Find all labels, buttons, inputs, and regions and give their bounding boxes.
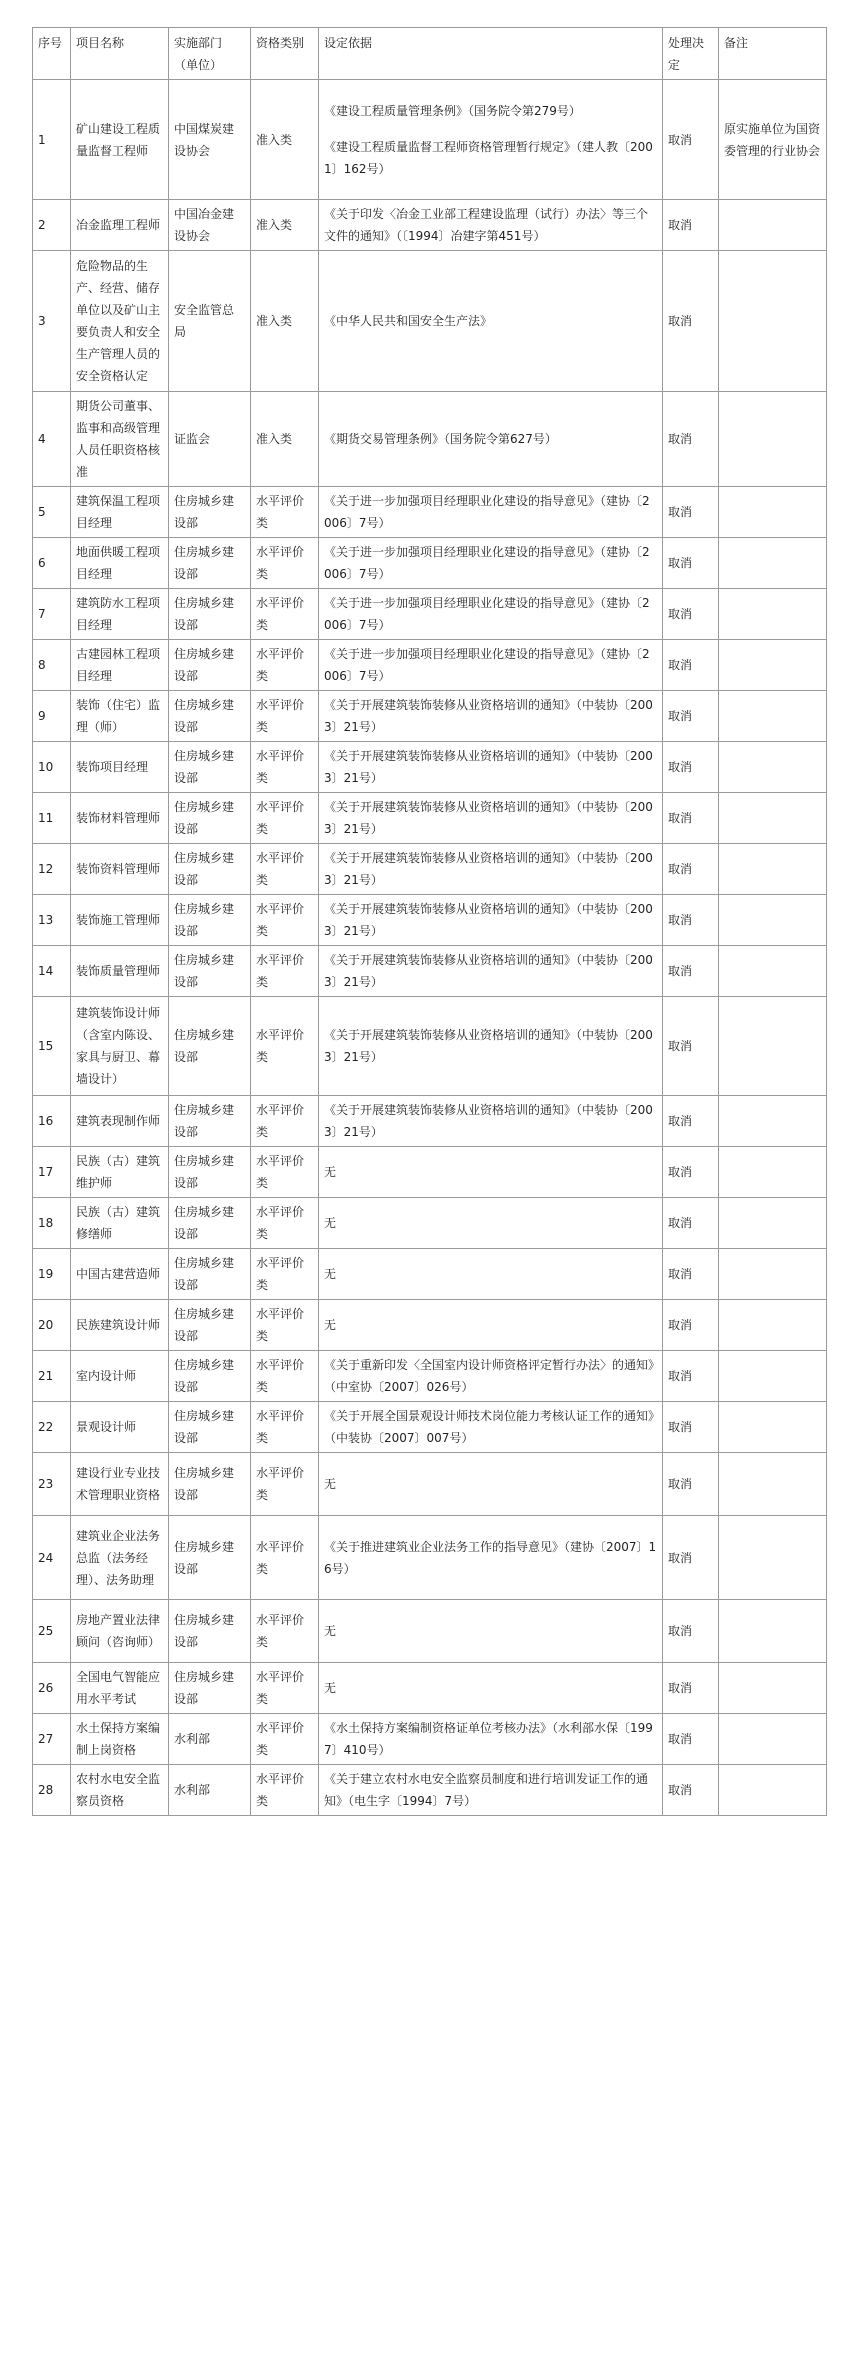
- cell-name: 装饰项目经理: [71, 742, 169, 793]
- cell-basis: 《关于进一步加强项目经理职业化建设的指导意见》（建协〔2006〕7号）: [319, 538, 663, 589]
- cell-dept: 住房城乡建设部: [169, 640, 251, 691]
- cell-note: [719, 1300, 827, 1351]
- cell-basis: 《关于建立农村水电安全监察员制度和进行培训发证工作的通知》（电生字〔1994〕7号）: [319, 1765, 663, 1816]
- cell-category: 水平评价类: [251, 1516, 319, 1600]
- cell-basis: 《关于开展全国景观设计师技术岗位能力考核认证工作的通知》（中装协〔2007〕007号）: [319, 1402, 663, 1453]
- header-name: 项目名称: [71, 28, 169, 80]
- cell-basis: 无: [319, 1600, 663, 1663]
- table-row: [33, 640, 827, 691]
- cell-decision: 取消: [663, 251, 719, 392]
- cell-dept: 住房城乡建设部: [169, 1147, 251, 1198]
- cell-name: 房地产置业法律顾问（咨询师）: [71, 1600, 169, 1663]
- table-row: [33, 487, 827, 538]
- cell-note: [719, 392, 827, 487]
- table-row: [33, 1516, 827, 1600]
- cell-seq: 20: [33, 1300, 71, 1351]
- cell-name: 民族（古）建筑维护师: [71, 1147, 169, 1198]
- cell-seq: 21: [33, 1351, 71, 1402]
- header-category: 资格类别: [251, 28, 319, 80]
- cell-seq: 7: [33, 589, 71, 640]
- cell-note: [719, 1453, 827, 1516]
- cell-note: [719, 251, 827, 392]
- cell-category: 水平评价类: [251, 589, 319, 640]
- cell-seq: 19: [33, 1249, 71, 1300]
- cell-seq: 14: [33, 946, 71, 997]
- cell-name: 建筑业企业法务总监（法务经理）、法务助理: [71, 1516, 169, 1600]
- cell-decision: 取消: [663, 1249, 719, 1300]
- cell-note: [719, 640, 827, 691]
- cell-name: 期货公司董事、监事和高级管理人员任职资格核准: [71, 392, 169, 487]
- cell-category: 水平评价类: [251, 1147, 319, 1198]
- cell-decision: 取消: [663, 392, 719, 487]
- cell-basis: 《关于开展建筑装饰装修从业资格培训的通知》（中装协〔2003〕21号）: [319, 997, 663, 1096]
- cell-basis: 《关于重新印发〈全国室内设计师资格评定暂行办法〉的通知》（中室协〔2007〕026号）: [319, 1351, 663, 1402]
- cell-category: 水平评价类: [251, 1249, 319, 1300]
- cell-decision: 取消: [663, 487, 719, 538]
- cell-note: [719, 1147, 827, 1198]
- table-row: [33, 1453, 827, 1516]
- cell-note: [719, 793, 827, 844]
- cell-name: 装饰材料管理师: [71, 793, 169, 844]
- qualification-table: [32, 27, 827, 1816]
- table-row: [33, 1249, 827, 1300]
- cell-basis: 《关于印发〈冶金工业部工程建设监理（试行）办法〉等三个文件的通知》（〔1994〕冶建字第451号）: [319, 200, 663, 251]
- header-row: [33, 28, 827, 80]
- cell-note: [719, 589, 827, 640]
- cell-decision: 取消: [663, 1600, 719, 1663]
- table-row: [33, 793, 827, 844]
- cell-name: 装饰质量管理师: [71, 946, 169, 997]
- cell-seq: 8: [33, 640, 71, 691]
- cell-name: 室内设计师: [71, 1351, 169, 1402]
- cell-category: 水平评价类: [251, 1600, 319, 1663]
- cell-decision: 取消: [663, 1765, 719, 1816]
- cell-category: 水平评价类: [251, 1300, 319, 1351]
- cell-note: [719, 997, 827, 1096]
- table-row: [33, 1147, 827, 1198]
- cell-category: 水平评价类: [251, 793, 319, 844]
- cell-decision: 取消: [663, 1453, 719, 1516]
- table-row: [33, 392, 827, 487]
- cell-note: [719, 1600, 827, 1663]
- cell-category: 水平评价类: [251, 946, 319, 997]
- cell-dept: 中国冶金建设协会: [169, 200, 251, 251]
- cell-category: 准入类: [251, 200, 319, 251]
- cell-dept: 住房城乡建设部: [169, 1096, 251, 1147]
- cell-dept: 住房城乡建设部: [169, 1516, 251, 1600]
- cell-name: 建筑装饰设计师（含室内陈设、家具与厨卫、幕墙设计）: [71, 997, 169, 1096]
- cell-basis: 无: [319, 1453, 663, 1516]
- cell-seq: 9: [33, 691, 71, 742]
- cell-decision: 取消: [663, 1402, 719, 1453]
- cell-name: 景观设计师: [71, 1402, 169, 1453]
- cell-category: 水平评价类: [251, 691, 319, 742]
- cell-category: 水平评价类: [251, 1765, 319, 1816]
- cell-seq: 18: [33, 1198, 71, 1249]
- cell-basis: 《关于开展建筑装饰装修从业资格培训的通知》（中装协〔2003〕21号）: [319, 691, 663, 742]
- cell-seq: 1: [33, 80, 71, 200]
- cell-note: [719, 844, 827, 895]
- cell-basis: 无: [319, 1663, 663, 1714]
- cell-category: 水平评价类: [251, 1453, 319, 1516]
- cell-basis: 《期货交易管理条例》（国务院令第627号）: [319, 392, 663, 487]
- table-row: [33, 251, 827, 392]
- cell-seq: 27: [33, 1714, 71, 1765]
- table-row: [33, 1402, 827, 1453]
- cell-basis: 无: [319, 1300, 663, 1351]
- cell-seq: 26: [33, 1663, 71, 1714]
- cell-seq: 6: [33, 538, 71, 589]
- table-row: [33, 895, 827, 946]
- cell-decision: 取消: [663, 80, 719, 200]
- cell-name: 建筑防水工程项目经理: [71, 589, 169, 640]
- basis-line: 《建设工程质量管理条例》（国务院令第279号）: [324, 103, 581, 118]
- table-row: [33, 997, 827, 1096]
- cell-decision: 取消: [663, 1096, 719, 1147]
- table-row: [33, 691, 827, 742]
- header-note: 备注: [719, 28, 827, 80]
- cell-name: 农村水电安全监察员资格: [71, 1765, 169, 1816]
- table-row: [33, 742, 827, 793]
- cell-seq: 13: [33, 895, 71, 946]
- cell-basis: 《关于开展建筑装饰装修从业资格培训的通知》（中装协〔2003〕21号）: [319, 946, 663, 997]
- cell-category: 水平评价类: [251, 997, 319, 1096]
- cell-name: 装饰（住宅）监理（师）: [71, 691, 169, 742]
- cell-category: 水平评价类: [251, 844, 319, 895]
- table-row: [33, 1600, 827, 1663]
- cell-dept: 住房城乡建设部: [169, 1663, 251, 1714]
- basis-line: 《建设工程质量监督工程师资格管理暂行规定》（建人教〔2001〕162号）: [324, 139, 653, 176]
- cell-seq: 2: [33, 200, 71, 251]
- cell-name: 水土保持方案编制上岗资格: [71, 1714, 169, 1765]
- cell-seq: 17: [33, 1147, 71, 1198]
- cell-decision: 取消: [663, 793, 719, 844]
- cell-category: 水平评价类: [251, 1663, 319, 1714]
- cell-dept: 住房城乡建设部: [169, 538, 251, 589]
- cell-decision: 取消: [663, 1147, 719, 1198]
- cell-dept: 住房城乡建设部: [169, 691, 251, 742]
- table-row: [33, 1096, 827, 1147]
- cell-seq: 4: [33, 392, 71, 487]
- cell-note: [719, 1663, 827, 1714]
- cell-category: 水平评价类: [251, 742, 319, 793]
- cell-category: 水平评价类: [251, 487, 319, 538]
- cell-decision: 取消: [663, 997, 719, 1096]
- cell-note: [719, 538, 827, 589]
- cell-basis: 《关于推进建筑业企业法务工作的指导意见》（建协〔2007〕16号）: [319, 1516, 663, 1600]
- table-row: [33, 200, 827, 251]
- cell-decision: 取消: [663, 946, 719, 997]
- cell-decision: 取消: [663, 1714, 719, 1765]
- table-row: [33, 1351, 827, 1402]
- cell-name: 装饰资料管理师: [71, 844, 169, 895]
- cell-note: [719, 200, 827, 251]
- cell-seq: 12: [33, 844, 71, 895]
- cell-name: 装饰施工管理师: [71, 895, 169, 946]
- cell-name: 危险物品的生产、经营、储存单位以及矿山主要负责人和安全生产管理人员的安全资格认定: [71, 251, 169, 392]
- cell-category: 水平评价类: [251, 1198, 319, 1249]
- cell-decision: 取消: [663, 1663, 719, 1714]
- cell-name: 民族建筑设计师: [71, 1300, 169, 1351]
- cell-name: 全国电气智能应用水平考试: [71, 1663, 169, 1714]
- table-row: [33, 1714, 827, 1765]
- cell-dept: 住房城乡建设部: [169, 1453, 251, 1516]
- cell-category: 准入类: [251, 80, 319, 200]
- cell-seq: 16: [33, 1096, 71, 1147]
- cell-dept: 住房城乡建设部: [169, 1249, 251, 1300]
- cell-dept: 住房城乡建设部: [169, 1600, 251, 1663]
- cell-note: [719, 1249, 827, 1300]
- cell-note: [719, 1714, 827, 1765]
- cell-name: 中国古建营造师: [71, 1249, 169, 1300]
- cell-name: 冶金监理工程师: [71, 200, 169, 251]
- cell-basis: 无: [319, 1147, 663, 1198]
- cell-decision: 取消: [663, 1300, 719, 1351]
- cell-category: 水平评价类: [251, 1096, 319, 1147]
- cell-decision: 取消: [663, 691, 719, 742]
- cell-basis: 无: [319, 1198, 663, 1249]
- cell-dept: 住房城乡建设部: [169, 997, 251, 1096]
- cell-basis: 《关于开展建筑装饰装修从业资格培训的通知》（中装协〔2003〕21号）: [319, 844, 663, 895]
- cell-note: [719, 946, 827, 997]
- header-basis: 设定依据: [319, 28, 663, 80]
- cell-seq: 11: [33, 793, 71, 844]
- cell-note: 原实施单位为国资委管理的行业协会: [719, 80, 827, 200]
- cell-category: 水平评价类: [251, 1714, 319, 1765]
- cell-decision: 取消: [663, 538, 719, 589]
- cell-note: [719, 1096, 827, 1147]
- cell-basis: 无: [319, 1249, 663, 1300]
- cell-basis: 《水土保持方案编制资格证单位考核办法》（水利部水保〔1997〕410号）: [319, 1714, 663, 1765]
- cell-basis: 《关于开展建筑装饰装修从业资格培训的通知》（中装协〔2003〕21号）: [319, 895, 663, 946]
- cell-decision: 取消: [663, 1351, 719, 1402]
- cell-note: [719, 1765, 827, 1816]
- cell-decision: 取消: [663, 1516, 719, 1600]
- cell-seq: 24: [33, 1516, 71, 1600]
- cell-note: [719, 691, 827, 742]
- table-row: [33, 844, 827, 895]
- cell-decision: 取消: [663, 1198, 719, 1249]
- cell-note: [719, 742, 827, 793]
- cell-seq: 22: [33, 1402, 71, 1453]
- table-row: [33, 1663, 827, 1714]
- cell-decision: 取消: [663, 200, 719, 251]
- table-row: [33, 80, 827, 200]
- cell-dept: 证监会: [169, 392, 251, 487]
- cell-dept: 住房城乡建设部: [169, 742, 251, 793]
- table-row: [33, 538, 827, 589]
- cell-dept: 水利部: [169, 1765, 251, 1816]
- table-row: [33, 589, 827, 640]
- cell-dept: 住房城乡建设部: [169, 793, 251, 844]
- cell-dept: 中国煤炭建设协会: [169, 80, 251, 200]
- header-seq: 序号: [33, 28, 71, 80]
- cell-note: [719, 895, 827, 946]
- cell-note: [719, 487, 827, 538]
- table-row: [33, 1198, 827, 1249]
- cell-decision: 取消: [663, 844, 719, 895]
- cell-seq: 15: [33, 997, 71, 1096]
- cell-category: 准入类: [251, 251, 319, 392]
- cell-note: [719, 1351, 827, 1402]
- cell-dept: 住房城乡建设部: [169, 946, 251, 997]
- cell-dept: 水利部: [169, 1714, 251, 1765]
- cell-decision: 取消: [663, 589, 719, 640]
- cell-name: 建筑表现制作师: [71, 1096, 169, 1147]
- cell-dept: 住房城乡建设部: [169, 895, 251, 946]
- cell-dept: 住房城乡建设部: [169, 1402, 251, 1453]
- cell-dept: 住房城乡建设部: [169, 487, 251, 538]
- cell-note: [719, 1402, 827, 1453]
- cell-name: 地面供暖工程项目经理: [71, 538, 169, 589]
- cell-basis: [319, 80, 663, 200]
- cell-basis: 《关于开展建筑装饰装修从业资格培训的通知》（中装协〔2003〕21号）: [319, 742, 663, 793]
- cell-seq: 10: [33, 742, 71, 793]
- cell-basis: 《关于进一步加强项目经理职业化建设的指导意见》（建协〔2006〕7号）: [319, 487, 663, 538]
- cell-category: 水平评价类: [251, 538, 319, 589]
- cell-category: 水平评价类: [251, 1351, 319, 1402]
- cell-seq: 3: [33, 251, 71, 392]
- cell-basis: 《关于开展建筑装饰装修从业资格培训的通知》（中装协〔2003〕21号）: [319, 793, 663, 844]
- cell-dept: 住房城乡建设部: [169, 844, 251, 895]
- cell-decision: 取消: [663, 742, 719, 793]
- cell-basis: 《关于进一步加强项目经理职业化建设的指导意见》（建协〔2006〕7号）: [319, 589, 663, 640]
- header-decision: 处理决定: [663, 28, 719, 80]
- table-row: [33, 1765, 827, 1816]
- cell-dept: 住房城乡建设部: [169, 589, 251, 640]
- cell-category: 准入类: [251, 392, 319, 487]
- cell-seq: 23: [33, 1453, 71, 1516]
- cell-seq: 28: [33, 1765, 71, 1816]
- table-row: [33, 946, 827, 997]
- cell-seq: 5: [33, 487, 71, 538]
- cell-name: 矿山建设工程质量监督工程师: [71, 80, 169, 200]
- header-dept: 实施部门（单位）: [169, 28, 251, 80]
- cell-category: 水平评价类: [251, 640, 319, 691]
- cell-decision: 取消: [663, 895, 719, 946]
- cell-dept: 住房城乡建设部: [169, 1300, 251, 1351]
- cell-basis: 《中华人民共和国安全生产法》: [319, 251, 663, 392]
- cell-basis: 《关于开展建筑装饰装修从业资格培训的通知》（中装协〔2003〕21号）: [319, 1096, 663, 1147]
- cell-name: 古建园林工程项目经理: [71, 640, 169, 691]
- table-row: [33, 1300, 827, 1351]
- cell-seq: 25: [33, 1600, 71, 1663]
- cell-name: 民族（古）建筑修缮师: [71, 1198, 169, 1249]
- cell-category: 水平评价类: [251, 1402, 319, 1453]
- cell-category: 水平评价类: [251, 895, 319, 946]
- cell-note: [719, 1516, 827, 1600]
- cell-note: [719, 1198, 827, 1249]
- cell-name: 建筑保温工程项目经理: [71, 487, 169, 538]
- cell-dept: 住房城乡建设部: [169, 1351, 251, 1402]
- cell-dept: 住房城乡建设部: [169, 1198, 251, 1249]
- cell-decision: 取消: [663, 640, 719, 691]
- cell-name: 建设行业专业技术管理职业资格: [71, 1453, 169, 1516]
- cell-dept: 安全监管总局: [169, 251, 251, 392]
- cell-basis: 《关于进一步加强项目经理职业化建设的指导意见》（建协〔2006〕7号）: [319, 640, 663, 691]
